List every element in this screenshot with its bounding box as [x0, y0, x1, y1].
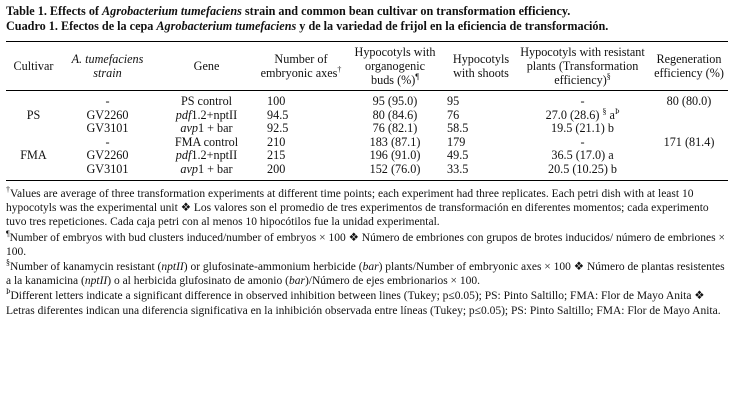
cell-resistant: 27.0 (28.6) § $a^Þ$ — [545, 106, 620, 122]
cell-axes: 100 — [267, 94, 286, 108]
cell-shoots: 76 — [447, 107, 460, 122]
cell-cultivar — [6, 136, 61, 150]
cell-regeneration: 171 (81.4) — [663, 134, 715, 149]
col-cultivar: Cultivar — [13, 59, 54, 73]
cell-gene: avp1 + bar — [180, 161, 233, 176]
col-regeneration: Regeneration efficiency (%) — [654, 52, 724, 80]
cell-buds: 152 (76.0) — [369, 161, 421, 176]
cell-shoots: 33.5 — [447, 161, 469, 176]
footnote-buds: ¶Number of embryos with bud clusters induced/number of embryos × 100 ❖ Número de embriones con grupos de brotes inducidos/ número de embriones × 100. — [6, 228, 725, 258]
footnotes — [6, 187, 728, 318]
cell-regeneration — [650, 109, 728, 123]
cell-buds: 95 (95.0) — [372, 94, 418, 108]
table-row — [6, 122, 728, 136]
col-resistant: Hypocotyls with resistant plants (Transformation efficiency)§ — [520, 45, 645, 87]
cell-regeneration — [650, 163, 728, 177]
cell-cultivar: FMA — [20, 148, 47, 162]
table-figure — [6, 4, 728, 319]
cell-cultivar — [6, 95, 61, 109]
cell-axes: 215 — [267, 148, 286, 162]
header-row — [6, 42, 728, 87]
cell-buds: 80 (84.6) — [372, 107, 418, 122]
cell-gene: pdf1.2+nptII — [175, 148, 238, 162]
table-row — [6, 95, 728, 109]
cell-cultivar — [6, 163, 61, 177]
cell-cultivar: PS — [26, 107, 41, 122]
cell-axes: 92.5 — [267, 121, 289, 135]
cell-strain: GV2260 — [86, 107, 129, 122]
table-row — [6, 136, 728, 150]
cell-axes: 210 — [267, 134, 286, 149]
cell-strain: GV2260 — [86, 148, 129, 162]
caption-spanish: Cuadro 1. Efectos de la cepa Agrobacterium tumefaciens y de la variedad de frijol en la eficiencia de transformación. — [6, 19, 609, 33]
col-shoots: Hypocotyls with shoots — [452, 52, 510, 80]
footnote-values: †Values are average of three transformation experiments at different time points; each experiment had three replicates. Each petri dish with at least 10 hypocotyls was the experimental unit ❖ Los valores son el promedio de tres experimentos de transformación en diferentes momentos; cada experimento tuvo tres repeticiones. Cada caja petri con al menos 10 hipocótilos fue la unidad experimental. — [6, 185, 709, 229]
caption-english: Table 1. Effects of Agrobacterium tumefaciens strain and common bean cultivar on transformation efficiency. — [6, 4, 571, 18]
cell-resistant: - — [580, 94, 585, 108]
cell-strain: GV3101 — [86, 121, 129, 135]
cell-regeneration — [650, 149, 728, 163]
cell-buds: 196 (91.0) — [369, 148, 421, 162]
cell-strain: - — [105, 94, 110, 108]
footnote-letters: $^Þ$Different letters indicate a significant difference in observed inhibition between lines (Tukey; p≤0.05); PS: Pinto Saltillo; FMA: Flor de Mayo Anita ❖ Letras diferentes indican una diferencia significativa en la inhibición observada entre líneas (Tukey; p≤0.05); PS: Pinto Saltillo; FMA: Flor de Mayo Anita. — [6, 287, 721, 317]
cell-strain: GV3101 — [86, 161, 129, 176]
bottom-rule — [6, 180, 728, 181]
cell-buds: 183 (87.1) — [369, 134, 421, 149]
cell-shoots: 179 — [447, 134, 466, 149]
cell-gene: PS control — [180, 94, 233, 108]
cell-gene: avp1 + bar — [180, 121, 233, 135]
cell-resistant: 20.5 (10.25) b — [547, 161, 618, 176]
cell-gene: pdf1.2+nptII — [175, 107, 238, 122]
table-row — [6, 109, 728, 123]
footnote-resistant: §Number of kanamycin resistant (nptII) or glufosinate-ammonium herbicide (bar) plants/Number of embryonic axes × 100 ❖ Número de plantas resistentes a la kanamicina (nptII) o al herbicida glufosinato de amonio (bar)/Número de ejes embrionarios × 100. — [6, 258, 725, 288]
col-gene: Gene — [193, 59, 220, 73]
col-strain: A. tumefaciens strain — [71, 52, 144, 80]
cell-regeneration — [650, 122, 728, 136]
col-buds: Hypocotyls with organogenic buds (%)¶ — [354, 45, 436, 87]
cell-gene: FMA control — [174, 134, 239, 149]
table-row — [6, 149, 728, 163]
cell-strain: - — [105, 134, 110, 149]
col-axes: Number of embryonic axes† — [260, 52, 342, 80]
table-row — [6, 163, 728, 177]
cell-cultivar — [6, 122, 61, 136]
cell-shoots: 58.5 — [447, 121, 469, 135]
cell-resistant: 19.5 (21.1) b — [551, 121, 614, 135]
cell-buds: 76 (82.1) — [372, 121, 418, 135]
cell-shoots: 49.5 — [447, 148, 469, 162]
cell-shoots: 95 — [447, 94, 460, 108]
cell-axes: 200 — [267, 161, 286, 176]
cell-regeneration: 80 (80.0) — [666, 94, 712, 108]
cell-resistant: 36.5 (17.0) a — [551, 148, 614, 162]
cell-axes: 94.5 — [267, 107, 289, 122]
data-table — [6, 42, 728, 176]
cell-resistant: - — [580, 134, 585, 149]
